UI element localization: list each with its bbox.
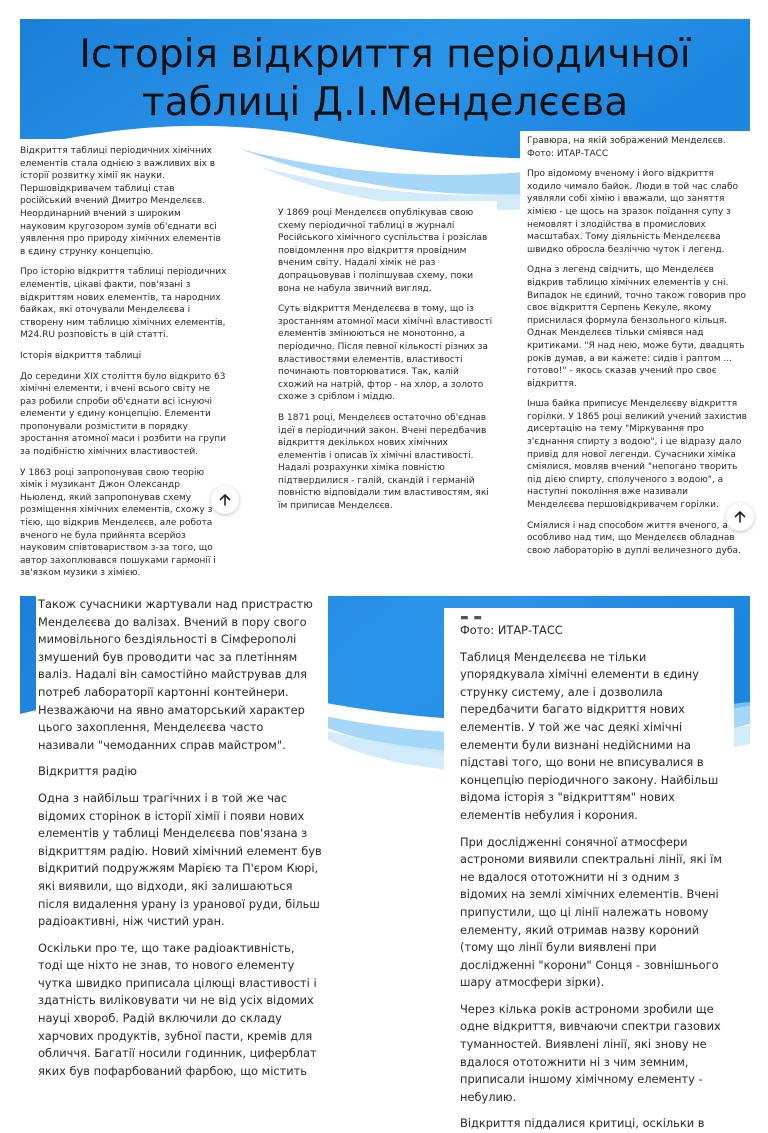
cut-off-line-marker: ▬ ▬: [460, 613, 483, 623]
text-column-4: [36, 596, 328, 1078]
paragraph: Таблиця Менделєєва не тільки упорядкувала хімічні елементи в єдину струнку систему, але і дозволила передбачити багато відкриття нових елементів. У той же час деякі хімічні елементи були визнані недійсними на підставі того, що вони не вписувалися в концепцію періодичного закону. Найбільш відома історія з "відкриттям" нових елементів небулия і корония.: [460, 649, 719, 822]
section-heading: Відкриття радію: [38, 764, 137, 779]
paragraph: Відкриття таблиці періодичних хімічних елементів стала однією з важливих віх в історії розвитку хімії як науки. Першовідкривачем таблиці став російський вчений Дмитро Менделєєв. Неординарний вчений з широким науковим кругозором зумів об'єднати всі уявлення про природу хімічних елементів в єдину струнку концепцію.: [20, 146, 221, 257]
text-column-5: [444, 608, 734, 1131]
paragraph: До середини XIX століття було відкрито 63 хімічні елементи, і вчені всього світу не раз робили спроби об'єднати всі існуючі елементи у єдину концепцію. Елементи пропонували розмістити в порядку зростання атомної маси і розбити на групи за подібністю хімічних властивостей.: [20, 371, 227, 458]
paragraph: Суть відкриття Менделєєва в тому, що із зростанням атомної маси хімічні властивості елементів змінюються не монотонно, а періодично. Після певної кількості різних за властивостями елементів, властивості починають повторюватися. Так, калій схожий на натрій, фтор - на хлор, а золото схоже з сріблом і міддю.: [278, 304, 493, 403]
paragraph: Про історію відкриття таблиці періодичних елементів, цікаві факти, пов'язані з відкриттям нових елементів, та народних байках, які оточували Менделєєва і створену ним таблицю хімічних елементів, M24.RU розповість в цій статті.: [20, 267, 227, 341]
text-column-1: [20, 139, 238, 579]
paragraph: У 1869 році Менделєєв опублікував свою схему періодичної таблиці в журналі Російського хімічного суспільства і розіслав повідомлення про відкриття провідним вченим світу. Надалі хімік не раз допрацьовував і поліпшував схему, поки вона не набула звичний вигляд.: [278, 208, 488, 294]
arrow-up-icon: [218, 493, 232, 507]
photo-caption: Гравюра, на якій зображений Менделєєв. Фото: ИТАР-ТАСС: [527, 136, 726, 159]
slide-1: [20, 19, 750, 579]
slide-title: Історія відкриття періодичної таблиці Д.І.Менделєєва: [79, 32, 691, 125]
paragraph: Оскільки про те, що таке радіоактивність, тоді ще ніхто не знав, то нового елементу чутка швидко приписала цілющі властивості і здатність виліковувати чи не від усіх відомих науці хвороб. Радій включили до складу харчових продуктів, зубної пасти, кремів для обличчя. Багатії носили годинник, циферблат яких був пофарбований фарбою, що містить: [38, 940, 317, 1078]
paragraph: Також сучасники жартували над пристрастю Менделєєва до валізах. Вчений в пору свого мимовільного бездіяльності в Сімферополі змушений був проводити час за плетінням валіз. Надалі він самостійно майстрував для потреб лабораторії картонні контейнери. Незважаючи на явно аматорський характер цього захоплення, Менделєєва часто називали "чемоданних справ майстром".: [38, 597, 313, 752]
paragraph: У 1863 році запропонував свою теорію хімік і музикант Джон Олександр Ньюленд, який запропонував схему розміщення хімічних елементів, схожу з тією, що відкрив Менделєєв, але робота вченого не була прийнята всерйоз науковим співтовариством з-за того, що автор захоплювався пошуками гармонії і зв'язком музики з хімією.: [20, 467, 216, 579]
scroll-to-top-button[interactable]: [726, 503, 754, 531]
paragraph: Через кілька років астрономи зробили ще одне відкриття, вивчаючи спектри газових туманностей. Виявлені лінії, які знову не вдалося ототожнити ні з чим земним, приписали іншому хімічному елементу - небулию.: [460, 1001, 721, 1104]
paragraph: Відкриття піддалися критиці, оскільки в: [460, 1116, 705, 1131]
photo-caption: Фото: ИТАР-ТАСС: [460, 623, 563, 637]
paragraph: Про відомому вченому і його відкриття ходило чимало байок. Люди в той час слабо уявляли собі хімію і вважали, що заняття хімією - це щось на зразок поїдання супу з немовлят і злодійства в промислових масштабах. Тому діяльність Менделєєва швидко обросла безліччю чуток і легенд.: [527, 169, 739, 255]
text-column-3: [520, 131, 752, 565]
paragraph: Інша байка приписує Менделєєву відкриття горілки. У 1865 році великий учений захистив дисертацію на тему "Міркування про з'єднання спирту з водою", і це відразу дало привід для нової легенди. Сучасники хіміка сміялися, мовляв вчений "непогано творить під дією спирту, сполученого з водою", а наступні покоління вже називали Менделєєва першовідкривачем горілки.: [527, 399, 747, 511]
scroll-to-top-button[interactable]: [211, 486, 239, 514]
paragraph: Одна з легенд свідчить, що Менделєєв відкрив таблицю хімічних елементів у сні. Випадок не єдиний, точно також говорив про своє відкриття Серпень Кекуле, якому приснилася формула бензольного кільця. Однак Менделєєв тільки сміявся над критиками. "Я над нею, може бути, двадцять років думав, а ви кажете: сидів і раптом ... готово!" - якось сказав учений про своє відкриття.: [527, 265, 746, 389]
paragraph: При дослідженні сонячної атмосфери астрономи виявили спектральні лінії, які їм не вдалося ототожнити ні з одним з відомих на землі хімічних елементів. Вчені припустили, що ці лінії належать новому елементу, який отримав назву короний (тому що лінії були виявлені при дослідженні "корони" Сонця - зовнішнього шару атмосфери зірки).: [460, 834, 722, 990]
paragraph: В 1871 році, Менделєєв остаточно об'єднав ідеї в періодичний закон. Вчені передбачив відкриття декількох нових хімічних елементів і описав їх хімічні властивості. Надалі розрахунки хіміка повністю підтвердилися - галій, скандій і германій повністю відповідали тим властивостям, які їм приписав Менделєєв.: [278, 412, 489, 512]
paragraph: Одна з найбільш трагічних і в той же час відомих сторінок в історії хімії і появи нових елементів у таблиці Менделєєва пов'язана з відкриттям радію. Новий хімічний елемент був відкритий подружжям Марією та П'єром Кюрі, які виявили, що відходи, які залишаються після видалення урану із уранової руди, більш радіоактивні, ніж чистий уран.: [38, 790, 322, 929]
arrow-up-icon: [733, 510, 747, 524]
paragraph: Сміялися і над способом життя вченого, а особливо над тим, що Менделєєв обладнав свою лабораторію в дуплі величезного дуба.: [527, 520, 741, 556]
section-heading: Історія відкриття таблиці: [20, 350, 142, 361]
text-column-2: [272, 201, 497, 512]
slide-2: [20, 596, 750, 1131]
